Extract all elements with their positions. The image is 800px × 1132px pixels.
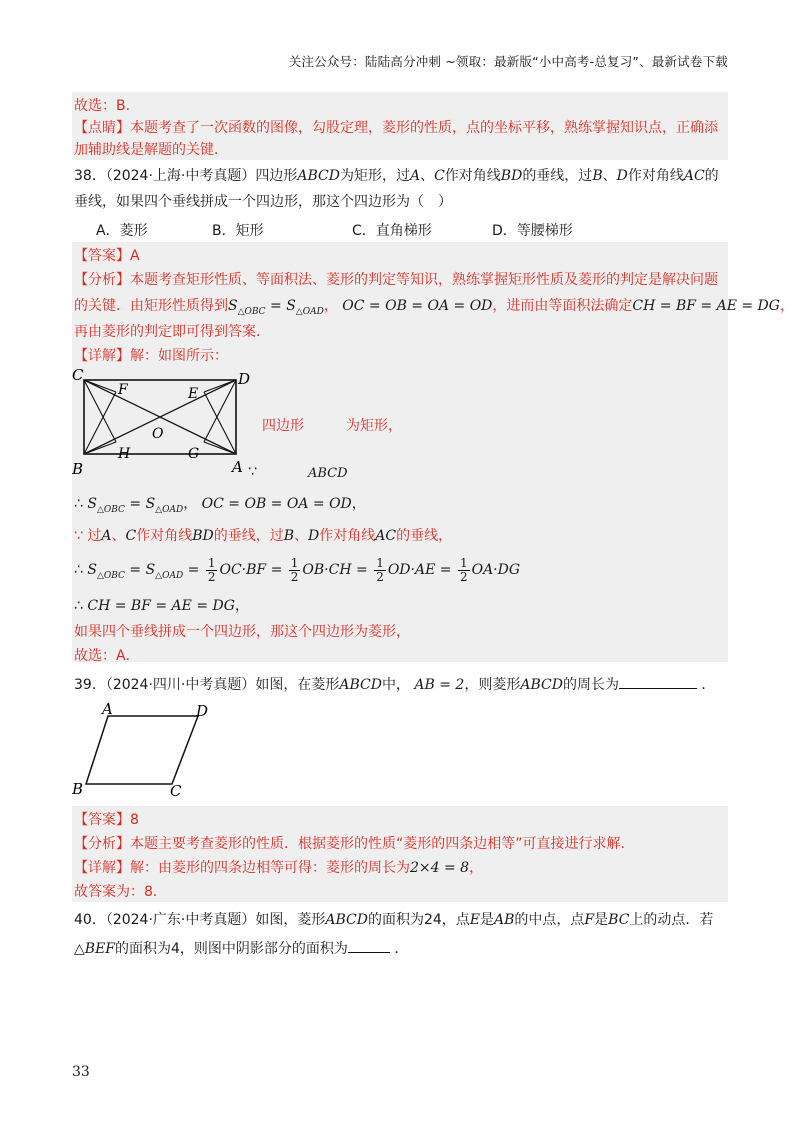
option-d: D．等腰梯形 bbox=[492, 223, 573, 239]
answer-blank-39[interactable] bbox=[619, 674, 697, 689]
label-a: A bbox=[232, 458, 243, 476]
because-symbol: ∵ bbox=[248, 464, 257, 480]
label-c-39: C bbox=[170, 782, 182, 800]
abcd-label: ABCD bbox=[308, 466, 348, 481]
detail-38: 【详解】解：如图所示： bbox=[74, 348, 228, 364]
step-3-equal-areas: ∴ $S_{\triangle OBC} = S_{\triangle OAD}$ = $\frac{1}{2}$ OC·BF = $\frac{1}{2}$ OB·CH = $\frac{1}{2}$ OD·AE = $\frac{1}{2}$ OA·DG bbox=[74, 555, 521, 584]
label-a-39: A bbox=[102, 700, 113, 718]
step-1: ∴ $S_{\triangle OBC} = S_{\triangle OAD}$， OC = OB = OA = OD， bbox=[74, 496, 366, 515]
final-39: 故答案为：8． bbox=[74, 884, 167, 900]
label-g: G bbox=[188, 446, 200, 462]
detail-39: 【详解】解：由菱形的四条边相等可得：菱形的周长为2×4 = 8， bbox=[74, 860, 484, 876]
fig-note-quadrilateral: 四边形 bbox=[262, 418, 304, 434]
analysis-38-line3: 再由菱形的判定即可得到答案． bbox=[74, 324, 270, 340]
solution-block-39 bbox=[72, 806, 728, 902]
question-40-line1: 40．（2024·广东·中考真题）如图，菱形ABCD的面积为24，点E是AB的中点，点F是BC上的动点．若 bbox=[74, 912, 714, 928]
option-b: B．矩形 bbox=[212, 223, 264, 239]
step-4: ∴ CH = BF = AE = DG， bbox=[74, 598, 249, 614]
label-d: D bbox=[238, 370, 251, 388]
label-b-39: B bbox=[72, 780, 84, 798]
rectangle-figure bbox=[72, 368, 262, 480]
conclusion-38: 如果四个垂线拼成一个四边形，那这个四边形为菱形， bbox=[74, 624, 410, 640]
label-e: E bbox=[188, 386, 199, 402]
answer-blank-40[interactable] bbox=[348, 938, 390, 953]
label-b: B bbox=[72, 460, 84, 478]
question-38-line2: 垂线，如果四个垂线拼成一个四边形，那这个四边形为（ ） bbox=[74, 194, 452, 210]
option-c: C．直角梯形 bbox=[352, 223, 432, 239]
label-f: F bbox=[118, 382, 128, 398]
step-2: ∵ 过A、C作对角线BD的垂线，过B、D作对角线AC的垂线， bbox=[74, 528, 453, 544]
choose-38: 故选：A． bbox=[74, 648, 140, 664]
question-39: 39．（2024·四川·中考真题）如图，在菱形ABCD中， AB = 2，则菱形ABCD的周长为 ． bbox=[74, 674, 715, 695]
question-40-line2: △BEF的面积为4，则图中阴影部分的面积为 ． bbox=[74, 938, 408, 959]
label-h: H bbox=[118, 446, 131, 462]
answer-39: 【答案】8 bbox=[74, 812, 139, 828]
question-38-line1: 38．（2024·上海·中考真题）四边形ABCD为矩形，过A、C作对角线BD的垂线，过B、D作对角线AC的 bbox=[74, 168, 719, 184]
page-header: 关注公众号：陆陆高分冲刺 ~领取：最新版“小中高考-总复习”、最新试卷下载 bbox=[288, 54, 728, 69]
label-d-39: D bbox=[196, 702, 209, 720]
option-a: A．菱形 bbox=[96, 223, 148, 239]
rhombus-figure-39 bbox=[72, 700, 212, 800]
analysis-39: 【分析】本题主要考查菱形的性质．根据菱形的性质“菱形的四条边相等”可直接进行求解． bbox=[74, 836, 635, 852]
page-number: 33 bbox=[72, 1064, 90, 1080]
comment-37-line2: 加辅助线是解题的关键． bbox=[74, 142, 228, 158]
answer-38: 【答案】A bbox=[74, 248, 140, 264]
analysis-38-line1: 【分析】本题考查矩形性质、等面积法、菱形的判定等知识，熟练掌握矩形性质及菱形的判定是解决问题 bbox=[74, 272, 718, 288]
rhombus-abcd bbox=[86, 716, 198, 784]
comment-37-line1: 【点睛】本题考查了一次函数的图像，勾股定理，菱形的性质，点的坐标平移，熟练掌握知识点，正确添 bbox=[74, 120, 718, 136]
fig-note-is-rectangle: 为矩形， bbox=[346, 418, 402, 434]
analysis-38-line2: 的关键．由矩形性质得到$S_{\triangle OBC} = S_{\triangle OAD}$， OC = OB = OA = OD，进而由等面积法确定CH = BF = AE = DG， bbox=[74, 298, 794, 317]
label-c: C bbox=[72, 368, 84, 384]
label-o: O bbox=[152, 426, 164, 442]
answer-37: 故选：B． bbox=[74, 98, 140, 114]
